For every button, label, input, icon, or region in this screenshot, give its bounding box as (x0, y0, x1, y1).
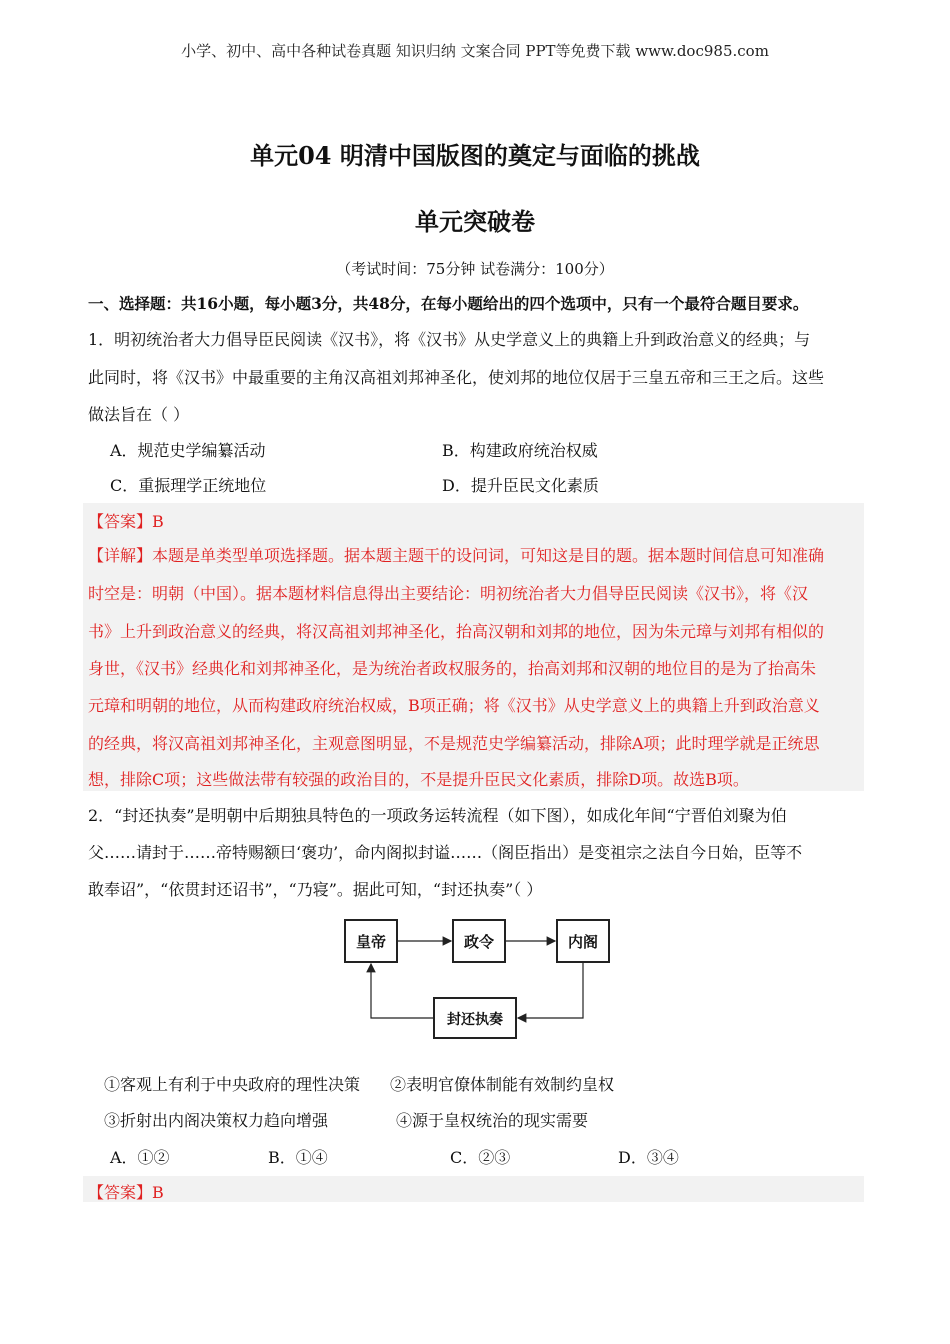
page-subtitle: 单元突破卷 (415, 207, 535, 236)
q2-answer-box (83, 1176, 864, 1202)
page-title: 单元04 明清中国版图的奠定与面临的挑战 (250, 141, 700, 170)
exam-meta: （考试时间：75分钟 试卷满分：100分） (336, 260, 614, 278)
q1-option-d: D．提升臣民文化素质 (442, 476, 599, 495)
q1-detail-line-6: 的经典，将汉高祖刘邦神圣化，主观意图明显，不是规范史学编纂活动，排除A项；此时理学就是正统思 (88, 734, 820, 753)
q2-line-1: 2．“封还执奏”是明朝中后期独具特色的一项政务运转流程（如下图），如成化年间“宁晋伯刘聚为伯 (88, 806, 787, 825)
q1-answer: 【答案】B (88, 512, 164, 531)
q1-detail-line-2: 时空是：明朝（中国）。据本题材料信息得出主要结论：明初统治者大力倡导臣民阅读《汉书》，将《汉 (88, 584, 809, 603)
q1-detail-line-4: 身世，《汉书》经典化和刘邦神圣化，是为统治者政权服务的，抬高刘邦和汉朝的地位目的是为了抬高朱 (88, 659, 817, 678)
box-return-memorial-label: 封还执奏 (447, 1012, 503, 1028)
q1-detail-line-1: 【详解】本题是单类型单项选择题。据本题主题干的设问词，可知这是目的题。据本题时间信息可知准确 (88, 546, 825, 565)
q1-option-a: A．规范史学编纂活动 (110, 441, 266, 460)
q2-answer: 【答案】B (88, 1183, 164, 1202)
q2-statement-4: ④源于皇权统治的现实需要 (396, 1111, 589, 1130)
q1-detail-line-7: 想，排除C项；这些做法带有较强的政治目的，不是提升臣民文化素质，排除D项。故选B项。 (88, 770, 749, 789)
q2-statement-3: ③折射出内阁决策权力趋向增强 (104, 1111, 329, 1130)
q2-option-d: D．③④ (618, 1148, 679, 1167)
q1-detail-line-3: 书》上升到政治意义的经典，将汉高祖刘邦神圣化，抬高汉朝和刘邦的地位，因为朱元璋与刘邦有相似的 (88, 622, 825, 641)
box-decree-label: 政令 (463, 933, 495, 951)
q2-statement-2: ②表明官僚体制能有效制约皇权 (390, 1075, 615, 1094)
q2-option-a: A．①② (110, 1148, 170, 1167)
arrow-return-emperor (371, 964, 434, 1018)
arrow-cabinet-return (518, 962, 583, 1018)
q1-detail-line-5: 元璋和明朝的地位，从而构建政府统治权威，B项正确；将《汉书》从史学意义上的典籍上升到政治意义 (88, 696, 820, 715)
q2-statement-1: ①客观上有利于中央政府的理性决策 (104, 1075, 361, 1094)
q1-line-3: 做法旨在（ ） (88, 405, 190, 424)
q1-line-1: 1．明初统治者大力倡导臣民阅读《汉书》，将《汉书》从史学意义上的典籍上升到政治意义的经典；与 (88, 330, 811, 349)
q2-line-2: 父……请封于……帝特赐额曰‘褒功’，命内阁拟封谥……（阁臣指出）是变祖宗之法自今日始，臣等不 (88, 843, 803, 862)
q1-option-c: C．重振理学正统地位 (110, 476, 267, 495)
box-emperor-label: 皇帝 (355, 933, 387, 951)
q2-option-b: B．①④ (268, 1148, 328, 1167)
page-header: 小学、初中、高中各种试卷真题 知识归纳 文案合同 PPT等免费下载 www.doc985.com (181, 42, 769, 60)
flow-diagram (330, 910, 620, 1050)
section-heading: 一、选择题：共16小题，每小题3分，共48分，在每小题给出的四个选项中，只有一个最符合题目要求。 (88, 294, 809, 313)
box-cabinet-label: 内阁 (567, 933, 599, 951)
q1-option-b: B．构建政府统治权威 (442, 441, 598, 460)
q2-line-3: 敢奉诏”，“依贯封还诏书”，“乃寝”。据此可知，“封还执奏”（ ） (88, 880, 543, 899)
q1-line-2: 此同时，将《汉书》中最重要的主角汉高祖刘邦神圣化，使刘邦的地位仅居于三皇五帝和三王之后。这些 (88, 368, 825, 387)
q2-option-c: C．②③ (450, 1148, 511, 1167)
